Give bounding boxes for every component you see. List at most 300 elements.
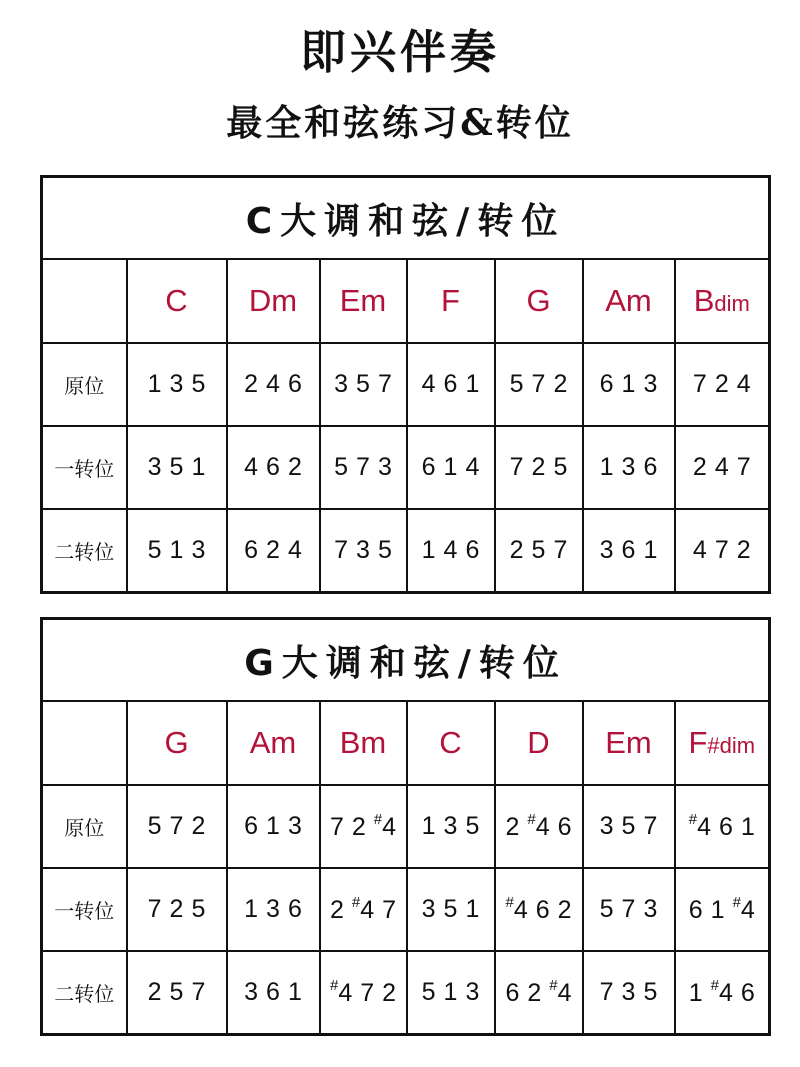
note (148, 536, 162, 565)
table-title-row (42, 619, 770, 702)
chord-notes-cell (495, 343, 583, 426)
note (191, 453, 205, 482)
note (330, 813, 344, 842)
note (170, 812, 184, 841)
note (374, 811, 396, 842)
chord-notes-cell (127, 785, 227, 868)
note-number: 6 (443, 370, 458, 398)
note (444, 978, 458, 1007)
note (465, 536, 479, 565)
inversion-label: 一转位 (42, 426, 127, 509)
note-number: 4 (465, 453, 480, 481)
note-number: 4 (692, 536, 707, 564)
note-number: 6 (266, 453, 280, 481)
note (510, 453, 524, 482)
note (532, 536, 546, 565)
note (553, 370, 567, 399)
chord-header-row (42, 259, 770, 343)
table-row (42, 951, 770, 1035)
note (600, 812, 614, 841)
note-number: 3 (169, 370, 184, 398)
note-number: 6 (719, 813, 733, 841)
chord-notes-cell (227, 426, 320, 509)
note-number: 7 (360, 979, 375, 1007)
note-number: 7 (509, 453, 524, 481)
note (288, 978, 302, 1007)
chord-notes-cell (320, 426, 407, 509)
note (191, 812, 205, 841)
inversion-label: 一转位 (42, 868, 127, 951)
chord-notes-cell (495, 426, 583, 509)
note-number: 7 (147, 895, 162, 923)
note (600, 536, 614, 565)
chord-notes-cell (407, 509, 495, 593)
note (600, 370, 614, 399)
note (422, 812, 436, 841)
note-number: 7 (714, 536, 729, 564)
table-title: C大调和弦/转位 (42, 177, 770, 260)
chord-notes-cell (583, 951, 675, 1035)
note (244, 895, 258, 924)
note (465, 978, 479, 1007)
note-number: 5 (531, 536, 546, 564)
chord-name-cell (127, 259, 227, 343)
note (382, 896, 396, 925)
note-number: 7 (377, 370, 392, 398)
note (170, 978, 184, 1007)
note (148, 978, 162, 1007)
note (360, 979, 374, 1008)
note-number: 3 (334, 370, 349, 398)
chord-root: G (526, 283, 551, 318)
note (244, 812, 258, 841)
c-major-chord-table (40, 175, 771, 594)
inversion-label: 二转位 (42, 951, 127, 1035)
note (715, 370, 729, 399)
sharp-sign: # (732, 894, 741, 911)
table-title-row (42, 177, 770, 260)
chord-name-cell (583, 259, 675, 343)
note (505, 979, 519, 1008)
note-number: 5 (169, 978, 184, 1006)
note-number: 6 (505, 979, 520, 1007)
note (422, 536, 436, 565)
note (170, 895, 184, 924)
chord-root: Em (605, 725, 652, 760)
note (643, 453, 657, 482)
note-number: 5 (191, 895, 206, 923)
note-number: 4 (557, 979, 572, 1007)
note-number: 6 (535, 896, 550, 924)
note (693, 453, 707, 482)
note (505, 813, 519, 842)
note (444, 370, 458, 399)
chord-suffix: #dim (707, 733, 756, 758)
note-number: 2 (714, 370, 729, 398)
note-number: 3 (599, 812, 614, 840)
note (741, 979, 755, 1008)
note-number: 5 (377, 536, 392, 564)
note (510, 370, 524, 399)
note-number: 3 (465, 978, 480, 1006)
note-number: 7 (356, 453, 370, 481)
note-number: 1 (266, 812, 280, 840)
note-number: 7 (621, 895, 636, 923)
note-number: 6 (287, 895, 302, 923)
sharp-sign: # (373, 811, 383, 828)
sharp-sign: # (710, 977, 719, 994)
chord-notes-cell (583, 426, 675, 509)
chord-notes-cell (675, 343, 770, 426)
sharp-sign: # (688, 811, 698, 828)
note (737, 370, 751, 399)
note (465, 370, 479, 399)
note-number: 1 (421, 812, 436, 840)
note-number: 7 (334, 536, 349, 564)
note (711, 977, 733, 1008)
note-number: 5 (621, 812, 636, 840)
chord-root: C (439, 725, 462, 760)
note (378, 370, 392, 399)
note (558, 813, 572, 842)
note-number: 2 (191, 812, 206, 840)
note-number: 7 (329, 813, 344, 841)
note-number: 3 (356, 536, 370, 564)
note-number: 3 (621, 453, 636, 481)
chord-name-cell (675, 259, 770, 343)
note (378, 453, 392, 482)
note-number: 5 (147, 812, 162, 840)
note (737, 453, 751, 482)
note-number: 6 (421, 453, 436, 481)
chord-name-cell (495, 259, 583, 343)
note-number: 3 (599, 536, 614, 564)
note-number: 7 (169, 812, 184, 840)
chord-notes-cell (407, 426, 495, 509)
note-number: 1 (710, 896, 725, 924)
sharp-sign: # (351, 894, 361, 911)
note-number: 1 (740, 813, 755, 841)
chord-name-cell (675, 701, 770, 785)
note (330, 896, 344, 925)
note-number: 4 (421, 370, 436, 398)
chord-notes-cell (127, 343, 227, 426)
note (244, 370, 258, 399)
chord-notes-cell (227, 343, 320, 426)
chord-root: C (165, 283, 188, 318)
note-number: 1 (688, 979, 703, 1007)
note-number: 5 (191, 370, 206, 398)
note-number: 2 (266, 536, 280, 564)
note-number: 2 (531, 453, 546, 481)
note (266, 895, 280, 924)
note-number: 2 (169, 895, 184, 923)
corner-cell (42, 701, 127, 785)
note (422, 453, 436, 482)
note-number: 3 (421, 895, 436, 923)
table-row (42, 785, 770, 868)
note-number: 5 (147, 536, 162, 564)
chord-notes-cell (675, 785, 770, 868)
note (244, 453, 258, 482)
note (444, 453, 458, 482)
note-number: 2 (244, 370, 259, 398)
note-number: 6 (643, 453, 658, 481)
note (741, 813, 755, 842)
note-number: 4 (719, 979, 733, 1007)
note-number: 6 (287, 370, 302, 398)
note-number: 3 (377, 453, 392, 481)
note-number: 5 (465, 812, 480, 840)
chord-notes-cell (583, 343, 675, 426)
note (148, 812, 162, 841)
note (266, 453, 280, 482)
note (244, 536, 258, 565)
note (643, 536, 657, 565)
note-number: 2 (553, 370, 568, 398)
chord-root: Am (249, 725, 297, 760)
note (352, 894, 374, 925)
chord-notes-cell (127, 426, 227, 509)
note-number: 6 (621, 536, 636, 564)
note-number: 4 (736, 370, 751, 398)
note-number: 3 (287, 812, 302, 840)
note-number: 1 (621, 370, 636, 398)
chord-notes-cell (675, 426, 770, 509)
chord-notes-cell (320, 951, 407, 1035)
note (170, 536, 184, 565)
note (334, 536, 348, 565)
chord-root: Bm (339, 725, 387, 760)
note (553, 453, 567, 482)
note-number: 4 (740, 896, 755, 924)
note (600, 453, 614, 482)
note (356, 370, 370, 399)
note (465, 895, 479, 924)
note-number: 6 (740, 979, 755, 1007)
note (689, 979, 703, 1008)
chord-notes-cell (583, 509, 675, 593)
note (558, 896, 572, 925)
note-number: 7 (382, 896, 397, 924)
note-number: 2 (692, 453, 707, 481)
note (148, 895, 162, 924)
note (465, 812, 479, 841)
note (505, 894, 527, 925)
note (693, 536, 707, 565)
chord-name-cell (227, 259, 320, 343)
note (532, 453, 546, 482)
note (715, 536, 729, 565)
note-number: 5 (356, 370, 370, 398)
chord-name-cell (407, 701, 495, 785)
chord-notes-cell (407, 951, 495, 1035)
chord-notes-cell (583, 868, 675, 951)
note-number: 5 (169, 453, 184, 481)
inversion-label: 原位 (42, 343, 127, 426)
sharp-sign: # (505, 894, 514, 911)
note (465, 453, 479, 482)
note-number: 7 (643, 812, 658, 840)
note-number: 2 (736, 536, 751, 564)
chord-suffix: dim (714, 291, 750, 316)
note (334, 453, 348, 482)
chord-notes-cell (407, 785, 495, 868)
note (600, 895, 614, 924)
note-number: 5 (643, 978, 658, 1006)
note (719, 813, 733, 842)
note (422, 978, 436, 1007)
note-number: 4 (360, 896, 375, 924)
note (553, 536, 567, 565)
chord-name-cell (320, 701, 407, 785)
note-number: 7 (692, 370, 707, 398)
note-number: 6 (266, 978, 280, 1006)
chord-notes-cell (407, 343, 495, 426)
note (378, 536, 392, 565)
note-number: 1 (443, 978, 458, 1006)
note-number: 5 (443, 895, 458, 923)
chord-name-cell (320, 259, 407, 343)
note (622, 978, 636, 1007)
chord-notes-cell (320, 509, 407, 593)
note (288, 453, 302, 482)
note (622, 812, 636, 841)
chord-notes-cell (675, 868, 770, 951)
chord-name-cell (407, 259, 495, 343)
chord-root: Am (605, 283, 652, 318)
note (689, 896, 703, 925)
chord-name-cell (583, 701, 675, 785)
note (266, 370, 280, 399)
note-number: 2 (287, 453, 302, 481)
corner-cell (42, 259, 127, 343)
note (733, 894, 755, 925)
note-number: 3 (443, 812, 458, 840)
note (148, 370, 162, 399)
note (288, 370, 302, 399)
note-number: 6 (688, 896, 703, 924)
note (643, 895, 657, 924)
table-row (42, 509, 770, 593)
chord-root: Dm (248, 283, 298, 318)
note-number: 2 (147, 978, 162, 1006)
note-number: 5 (599, 895, 614, 923)
note (622, 370, 636, 399)
note-number: 7 (736, 453, 751, 481)
note-number: 3 (643, 895, 658, 923)
note-number: 1 (465, 370, 480, 398)
chord-notes-cell (495, 509, 583, 593)
note (191, 370, 205, 399)
chord-notes-cell (320, 785, 407, 868)
note-number: 6 (465, 536, 480, 564)
note-number: 6 (244, 536, 259, 564)
note-number: 2 (509, 536, 524, 564)
note-number: 1 (287, 978, 302, 1006)
note (356, 536, 370, 565)
note (622, 895, 636, 924)
note (191, 978, 205, 1007)
note-number: 3 (266, 895, 280, 923)
note-number: 2 (382, 979, 397, 1007)
chord-notes-cell (227, 868, 320, 951)
note-number: 4 (697, 813, 711, 841)
note-number: 1 (643, 536, 658, 564)
note (266, 978, 280, 1007)
chord-notes-cell (320, 343, 407, 426)
note (536, 896, 550, 925)
chord-name-cell (227, 701, 320, 785)
note-number: 1 (147, 370, 162, 398)
chord-name-cell (495, 701, 583, 785)
note-number: 3 (147, 453, 162, 481)
note-number: 1 (169, 536, 184, 564)
note (444, 536, 458, 565)
note-number: 4 (244, 453, 259, 481)
inversion-label: 二转位 (42, 509, 127, 593)
note (266, 812, 280, 841)
sharp-sign: # (527, 811, 536, 828)
note (510, 536, 524, 565)
note (643, 978, 657, 1007)
note-number: 5 (509, 370, 524, 398)
note (382, 979, 396, 1008)
chord-notes-cell (495, 868, 583, 951)
chord-notes-cell (127, 868, 227, 951)
chord-notes-cell (675, 509, 770, 593)
chord-notes-cell (227, 785, 320, 868)
note (689, 811, 711, 842)
note (643, 812, 657, 841)
table-row (42, 868, 770, 951)
note-number: 4 (513, 896, 528, 924)
chord-root: B (693, 283, 715, 318)
note-number: 4 (338, 979, 353, 1007)
note (148, 453, 162, 482)
note (288, 536, 302, 565)
chord-notes-cell (495, 951, 583, 1035)
note (549, 977, 571, 1008)
note (737, 536, 751, 565)
note (244, 978, 258, 1007)
note (444, 895, 458, 924)
note-number: 2 (351, 813, 366, 841)
note-number: 3 (191, 536, 206, 564)
chord-notes-cell (583, 785, 675, 868)
table-title: G大调和弦/转位 (42, 619, 770, 702)
note (622, 536, 636, 565)
note (170, 370, 184, 399)
chord-root: D (527, 725, 550, 760)
note (422, 370, 436, 399)
sharp-sign: # (329, 977, 339, 994)
note-number: 7 (553, 536, 568, 564)
note-number: 1 (244, 895, 259, 923)
chord-notes-cell (407, 868, 495, 951)
chord-name-cell (127, 701, 227, 785)
note-number: 1 (599, 453, 614, 481)
note (288, 812, 302, 841)
note (191, 895, 205, 924)
note-number: 7 (531, 370, 546, 398)
note (191, 536, 205, 565)
note-number: 4 (382, 813, 397, 841)
chord-header-row (42, 701, 770, 785)
note-number: 5 (334, 453, 349, 481)
note (715, 453, 729, 482)
note-number: 4 (266, 370, 280, 398)
